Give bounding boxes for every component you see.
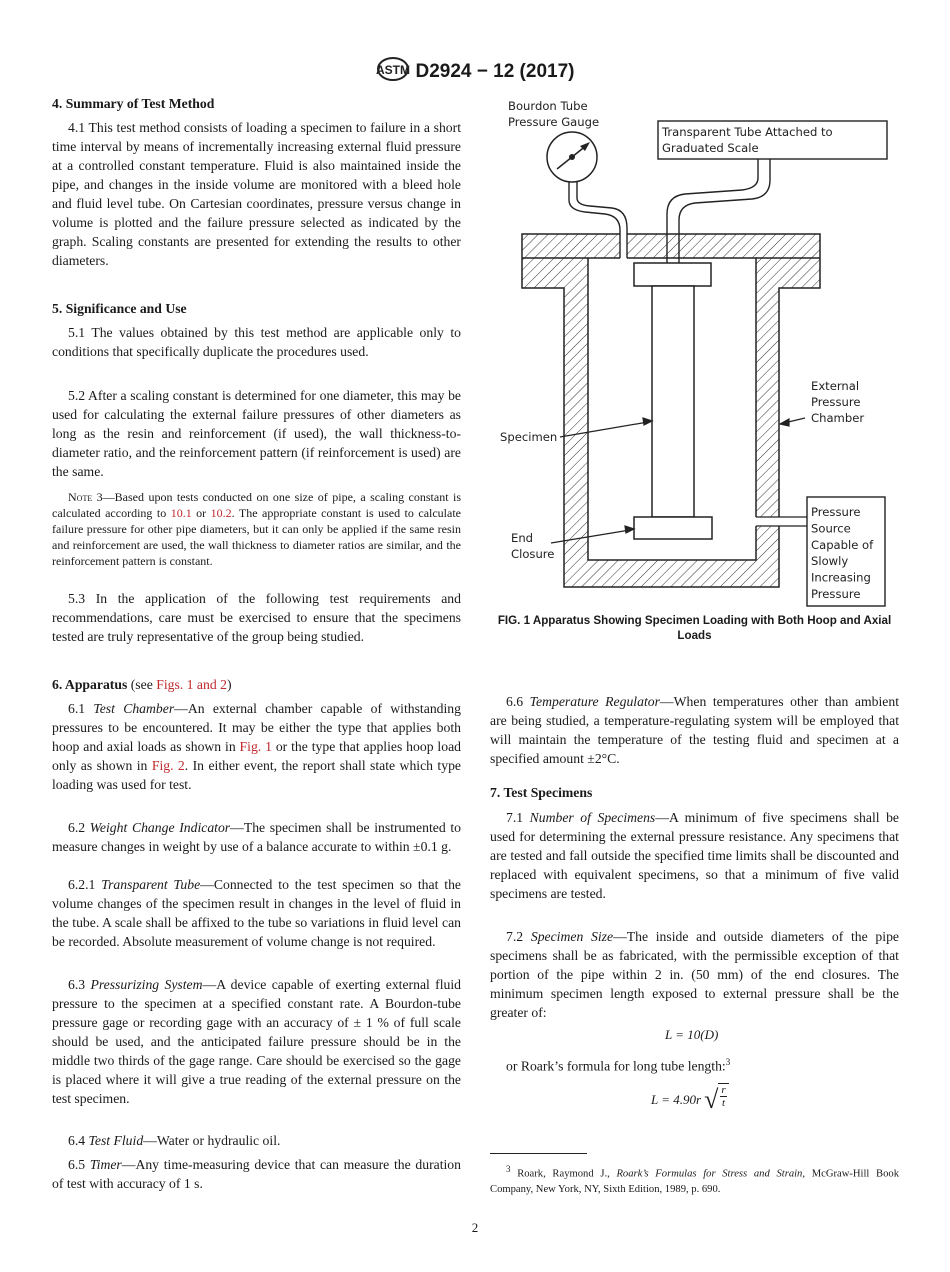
para-number: 6.5 <box>68 1157 90 1172</box>
para-title: Specimen Size <box>530 929 614 944</box>
para-text: —An external chamber capable of withstanding pressures to be encountered. It may be either the type that applies both hoop and axial loads as shown in <box>52 701 461 754</box>
equation-2 <box>651 1084 729 1114</box>
section-7-heading: 7. Test Specimens <box>490 785 593 800</box>
para-text: —The inside and outside diameters of the pipe specimens shall be as fabricated, with the permissible exception of that portion of the pipe within 2 in. (50 mm) of the end closures. The minimum specimen length exposed to external pressure shall be the greater of: <box>490 929 900 1020</box>
page-number: 2 <box>471 1220 479 1235</box>
note-text: . The appropriate constant is used to calculate failure pressure for other pipe diameters, but it can only be applied if the same resin and reinforcement are used, the wall thickness to diameter ratios are similar, and the reinforcement pattern is constant. <box>52 506 461 568</box>
link-fig-2[interactable]: Fig. 2 <box>151 758 185 773</box>
para-title: Number of Specimens <box>529 810 656 825</box>
footnote-book-title: Roark’s Formulas for Stress and Strain <box>616 1168 803 1180</box>
pressure-source-label: Pressure Source Capable of Slowly Increasing Pressure <box>811 505 874 601</box>
para-7-2 <box>490 927 899 1022</box>
para-6-6 <box>490 692 899 768</box>
para-roark <box>490 1053 899 1076</box>
specimen-label: Specimen <box>500 430 558 444</box>
chamber-label: External Pressure Chamber <box>811 379 865 425</box>
note-label: Note 3 <box>68 490 103 504</box>
footnote-3 <box>490 1162 899 1197</box>
denominator: t <box>721 1097 726 1109</box>
specimen <box>634 263 712 539</box>
para-5-2: 5.2 After a scaling constant is determined for one diameter, this may be used for calculating the external failure pressures of other diameters as long as the resin and reinforcement (if used), the wall thickness-to-diameter ratio, and the reinforcement pattern (if reinforcement is used) are the same. <box>52 388 461 479</box>
para-number: 6.2.1 <box>68 877 102 892</box>
para-number: 6.3 <box>68 977 91 992</box>
para-text: or the type that applies hoop load only as shown in <box>52 739 461 773</box>
para-title: Timer <box>89 1157 122 1172</box>
para-title: Test Chamber <box>93 701 175 716</box>
para-text: —When temperatures other than ambient are being studied, a temperature-regulating system will be employed that will maintain the temperature of the testing fluid and specimen at a specified amount ±2°C. <box>490 694 899 766</box>
para-text: —Water or hydraulic oil. <box>143 1133 281 1148</box>
footnote-ref[interactable]: 3 <box>725 1057 731 1067</box>
para-text: —A device capable of exerting external fluid pressure to the specimen at a specified constant rate. A Bourdon-tube pressure gage or recording gage with an accuracy of ± 1 % of full scale should be used, and the anticipated failure pressure should be in the middle two thirds of the gage range. Care should be exercised so the gage is placed where it will give a true reading of the external pressure on the test specimen. <box>52 977 462 1106</box>
para-number: 6.4 <box>68 1133 89 1148</box>
para-text: or Roark’s formula for long tube length: <box>506 1058 726 1074</box>
para-number: 7.1 <box>506 810 530 825</box>
svg-text:ASTM: ASTM <box>375 63 410 77</box>
note-text: —Based upon tests conducted on one size of pipe, a scaling constant is calculated according to <box>52 490 462 520</box>
para-7-1 <box>490 808 899 903</box>
para-title: Weight Change Indicator <box>89 820 231 835</box>
heading-text: (see <box>127 677 157 692</box>
para-title: Transparent Tube <box>101 877 201 892</box>
equation-lhs: L = 4.90r <box>651 1092 702 1107</box>
para-number: 6.2 <box>68 820 90 835</box>
para-number: 6.6 <box>506 694 530 709</box>
sqrt-icon: √ <box>704 1085 719 1114</box>
heading-text: 6. Apparatus <box>52 677 128 692</box>
pressure-gauge-icon <box>547 132 597 182</box>
para-text: —A minimum of five specimens shall be used for determining the external pressure resistance. Any specimens that are tested and fall outside the specified time limits shall be discounted and replaced with equivalent specimens, so that a minimum of five valid specimens are tested. <box>490 810 900 901</box>
equation-1: L = 10(D) <box>665 1027 719 1042</box>
para-5-1: 5.1 The values obtained by this test method are applicable only to conditions that specifically duplicate the procedures used. <box>52 325 461 359</box>
designation: D2924 − 12 (2017) <box>415 61 575 83</box>
para-4-1: 4.1 This test method consists of loading a specimen to failure in a short time interval by means of incrementally increasing external fluid pressure at a controlled constant temperature. Fluid is also maintained inside the pipe, and changes in the inside volume are monitored with a bleed hole and fluid level tube. On Cartesian coordinates, pressure versus change in volume is plotted and the failure pressure selected as indicated by the graph. Scaling constants are presented for extending the results to other diameters. <box>52 120 461 268</box>
link-fig-1[interactable]: Fig. 1 <box>239 739 272 754</box>
para-title: Test Fluid <box>88 1133 144 1148</box>
gauge-label: Bourdon Tube Pressure Gauge <box>508 99 600 129</box>
para-title: Temperature Regulator <box>529 694 660 709</box>
section-4-heading: 4. Summary of Test Method <box>52 96 215 111</box>
numerator: r <box>721 1084 726 1096</box>
footnote-text: Roark, Raymond J., <box>510 1168 617 1180</box>
figure-caption: FIG. 1 Apparatus Showing Specimen Loading with Both Hoop and Axial Loads <box>497 614 892 642</box>
para-number: 7.2 <box>506 929 531 944</box>
para-text: . In either event, the report shall state which type loading was used for test. <box>52 758 461 792</box>
end-closure-label: End Closure <box>511 531 555 561</box>
fraction <box>718 1083 728 1109</box>
footnote-text: , McGraw-Hill Book Company, New York, NY, Sixth Edition, 1989, p. 690. <box>490 1168 900 1195</box>
para-text: —The specimen shall be instrumented to measure changes in weight by use of a balance accurate to within ±0.1 g. <box>52 820 461 854</box>
para-number: 6.1 <box>68 701 94 716</box>
para-5-3: 5.3 In the application of the following test requirements and recommendations, care must be exercised to ensure that the specimens tested are truly representative of the group being studied. <box>52 591 461 644</box>
link-10-2[interactable]: 10.2 <box>210 506 232 520</box>
footnote-mark: 3 <box>506 1164 511 1174</box>
note-text: or <box>191 506 211 520</box>
footnote-divider <box>490 1153 587 1154</box>
para-title: Pressurizing System <box>90 977 203 992</box>
para-text: —Any time-measuring device that can measure the duration of test with accuracy of 1 s. <box>52 1157 461 1191</box>
para-text: —Connected to the test specimen so that the volume changes of the specimen result in changes in the level of fluid in the tube. A scale shall be affixed to the tube so variations in fluid level can be recorded. Absolute measurement of volume change is not required. <box>52 877 461 949</box>
section-5-heading: 5. Significance and Use <box>52 301 187 316</box>
link-figs-1-2[interactable]: Figs. 1 and 2 <box>156 677 227 692</box>
link-10-1[interactable]: 10.1 <box>170 506 192 520</box>
heading-text: ) <box>226 677 232 692</box>
tube-label: Transparent Tube Attached to Graduated Scale <box>662 125 833 155</box>
